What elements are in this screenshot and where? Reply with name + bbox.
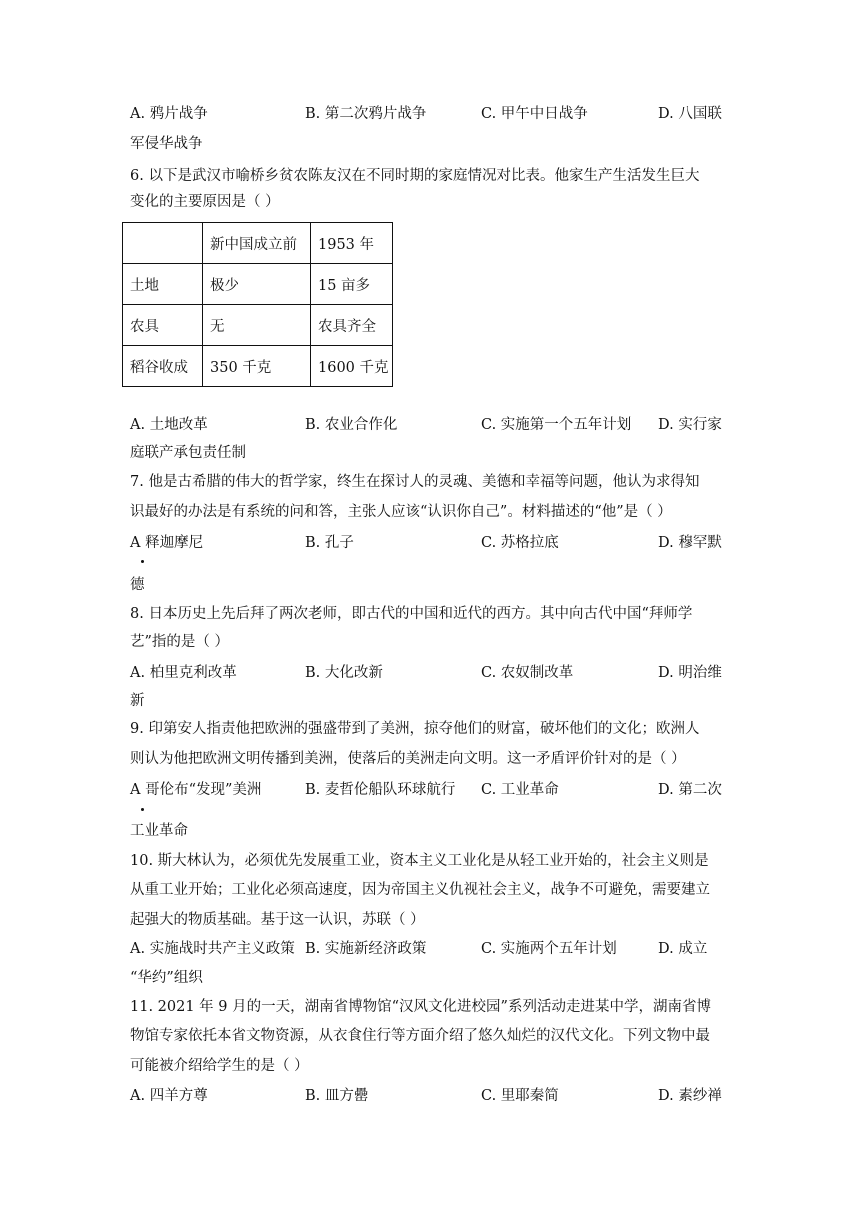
q6-option-a[interactable]: A. 土地改革 [130, 417, 208, 433]
table-row [123, 264, 393, 305]
table-header-cell [123, 223, 203, 264]
q10-stem-line2: 从重工业开始；工业化必须高速度，因为帝国主义仇视社会主义，战争不可避免，需要建立 [130, 882, 710, 898]
q7-options [130, 533, 730, 553]
q10-option-d[interactable]: D. 成立 [658, 941, 708, 957]
q9-option-a[interactable]: A 哥伦布“发现”美洲 [130, 782, 262, 798]
q8-option-c[interactable]: C. 农奴制改革 [481, 665, 574, 681]
q6-stem-line2: 变化的主要原因是（ ） [130, 194, 280, 210]
q7-stem-line2: 识最好的办法是有系统的问和答，主张人应该“认识你自己”。材料描述的“他”是（ ） [130, 504, 672, 520]
q7-option-d[interactable]: D. 穆罕默 [658, 535, 722, 551]
emphasis-dot [141, 560, 144, 563]
table-row [123, 305, 393, 346]
q8-options [130, 663, 730, 683]
q7-option-a[interactable]: A 释迦摩尼 [130, 535, 204, 551]
table-cell: 农具 [123, 305, 203, 346]
q6-option-b[interactable]: B. 农业合作化 [305, 417, 398, 433]
table-header-cell: 新中国成立前 [203, 223, 311, 264]
q8-option-b[interactable]: B. 大化改新 [305, 665, 383, 681]
table-cell: 无 [203, 305, 311, 346]
q10-options [130, 939, 730, 959]
q11-option-b[interactable]: B. 皿方罍 [305, 1088, 369, 1104]
q8-stem-line1: 8. 日本历史上先后拜了两次老师，即古代的中国和近代的西方。其中向古代中国“拜师学 [130, 606, 693, 622]
q10-option-c[interactable]: C. 实施两个五年计划 [481, 941, 617, 957]
q9-stem-line2: 则认为他把欧洲文明传播到美洲，使落后的美洲走向文明。这一矛盾评价针对的是（ ） [130, 751, 686, 767]
table-cell: 农具齐全 [311, 305, 393, 346]
q8-option-d[interactable]: D. 明治维 [658, 665, 722, 681]
q6-stem-line1: 6. 以下是武汉市喻桥乡贫农陈友汉在不同时期的家庭情况对比表。他家生产生活发生巨大 [130, 168, 700, 184]
q8-stem-line2: 艺”指的是（ ） [130, 634, 230, 650]
table-cell: 350 千克 [203, 346, 311, 387]
q10-stem-line3: 起强大的物质基础。基于这一认识，苏联（ ） [130, 912, 425, 928]
table-cell: 稻谷收成 [123, 346, 203, 387]
table-header-row [123, 223, 393, 264]
emphasis-dot [141, 808, 144, 811]
q9-option-b[interactable]: B. 麦哲伦船队环球航行 [305, 782, 456, 798]
q11-options [130, 1086, 730, 1106]
table-header-cell: 1953 年 [311, 223, 393, 264]
q10-option-a[interactable]: A. 实施战时共产主义政策 [130, 941, 295, 957]
q10-option-b[interactable]: B. 实施新经济政策 [305, 941, 427, 957]
q6-comparison-table [122, 222, 393, 387]
q10-option-d-wrap: “华约”组织 [130, 970, 203, 986]
table-cell: 15 亩多 [311, 264, 393, 305]
q7-stem-line1: 7. 他是古希腊的伟大的哲学家，终生在探讨人的灵魂、美德和幸福等问题，他认为求得知 [130, 474, 700, 490]
q5-option-a[interactable]: A. 鸦片战争 [130, 106, 208, 122]
q10-stem-line1: 10. 斯大林认为，必须优先发展重工业，资本主义工业化是从轻工业开始的，社会主义则是 [130, 853, 709, 869]
q11-stem-line1: 11. 2021 年 9 月的一天，湖南省博物馆“汉风文化进校园”系列活动走进某中学，湖南省博 [130, 999, 711, 1015]
q9-stem-line1: 9. 印第安人指责他把欧洲的强盛带到了美洲，掠夺他们的财富，破坏他们的文化；欧洲人 [130, 721, 700, 737]
q6-option-d[interactable]: D. 实行家 [658, 417, 722, 433]
q7-option-d-wrap: 德 [130, 577, 145, 593]
table-row [123, 346, 393, 387]
q11-option-c[interactable]: C. 里耶秦简 [481, 1088, 559, 1104]
q11-stem-line3: 可能被介绍给学生的是（ ） [130, 1058, 309, 1074]
q11-stem-line2: 物馆专家依托本省文物资源，从衣食住行等方面介绍了悠久灿烂的汉代文化。下列文物中最 [130, 1028, 710, 1044]
q11-option-a[interactable]: A. 四羊方尊 [130, 1088, 208, 1104]
q9-options [130, 780, 730, 800]
q5-option-b[interactable]: B. 第二次鸦片战争 [305, 106, 427, 122]
q5-option-d-wrap: 军侵华战争 [130, 136, 203, 152]
q8-option-d-wrap: 新 [130, 693, 145, 709]
q5-option-d[interactable]: D. 八国联 [658, 106, 722, 122]
table-cell: 1600 千克 [311, 346, 393, 387]
q6-option-d-wrap: 庭联产承包责任制 [130, 445, 246, 461]
q5-option-c[interactable]: C. 甲午中日战争 [481, 106, 588, 122]
table-cell: 土地 [123, 264, 203, 305]
table-cell: 极少 [203, 264, 311, 305]
q6-option-c[interactable]: C. 实施第一个五年计划 [481, 417, 632, 433]
q7-option-b[interactable]: B. 孔子 [305, 535, 354, 551]
q9-option-d[interactable]: D. 第二次 [658, 782, 722, 798]
q9-option-c[interactable]: C. 工业革命 [481, 782, 559, 798]
q5-options [130, 104, 730, 124]
q8-option-a[interactable]: A. 柏里克利改革 [130, 665, 237, 681]
q9-option-d-wrap: 工业革命 [130, 823, 188, 839]
q11-option-d[interactable]: D. 素纱禅 [658, 1088, 722, 1104]
q7-option-c[interactable]: C. 苏格拉底 [481, 535, 559, 551]
q6-options [130, 415, 730, 435]
